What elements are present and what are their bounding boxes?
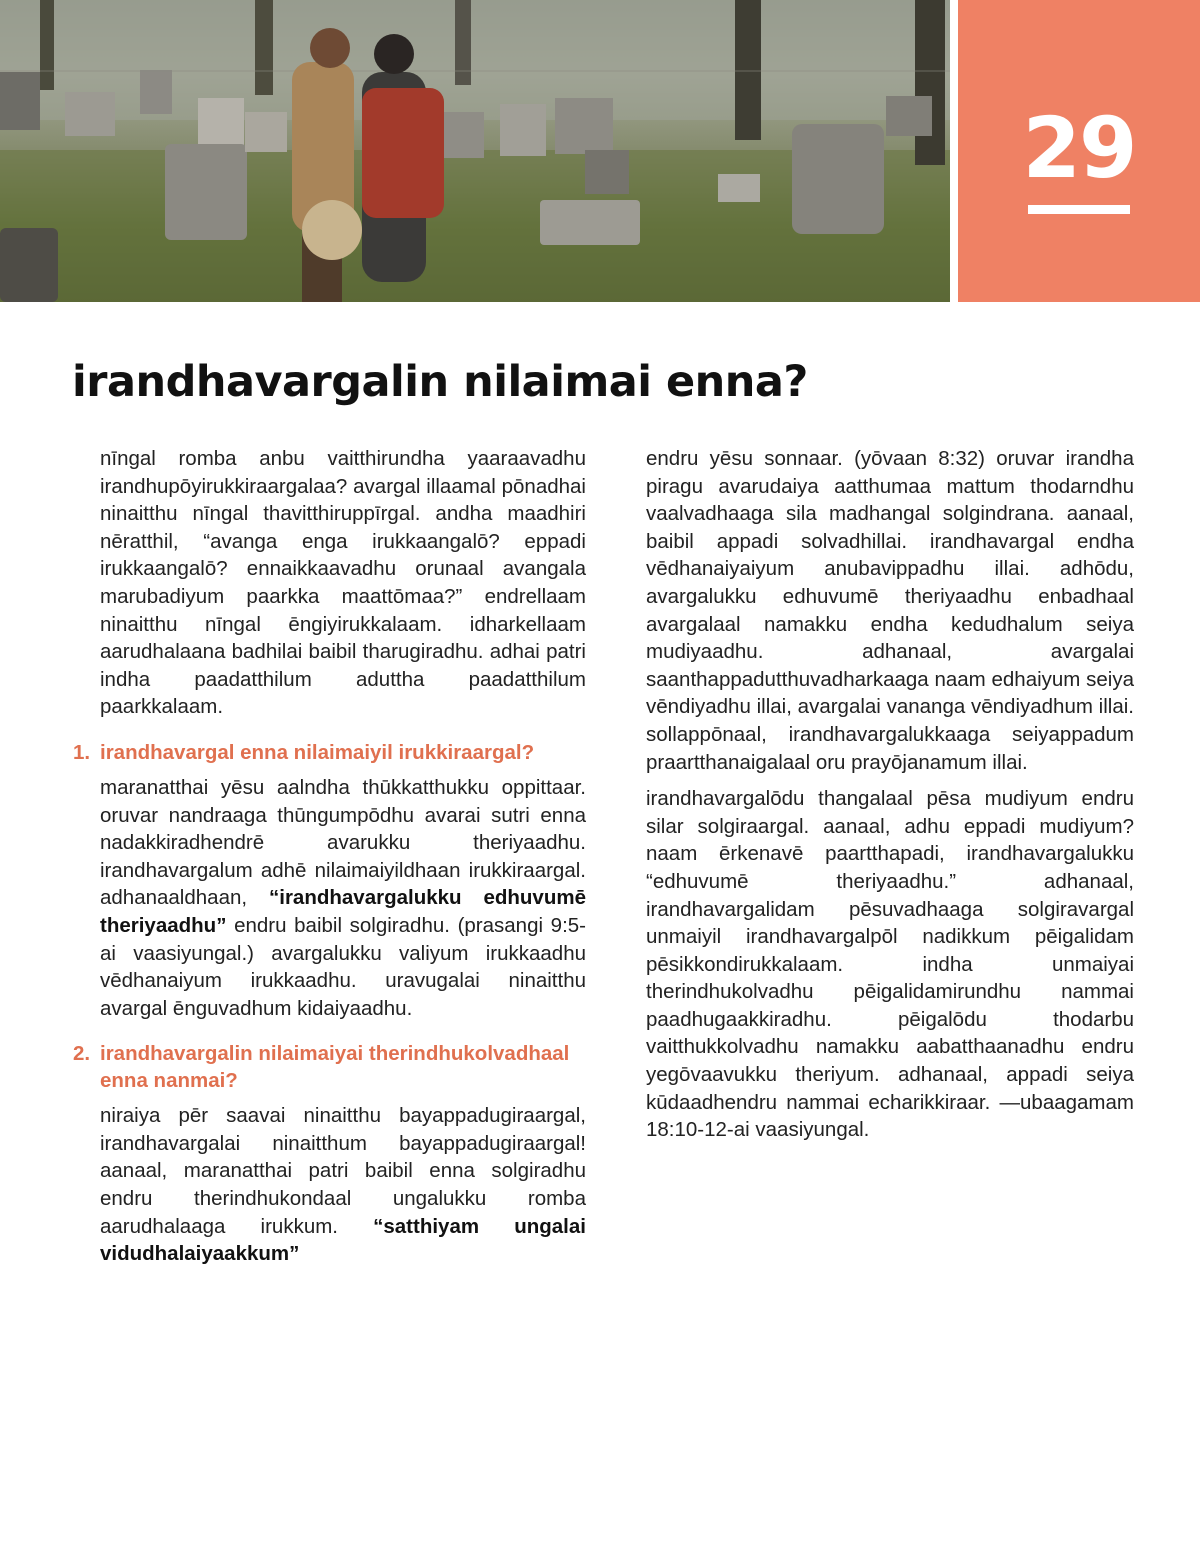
cemetery-illustration xyxy=(0,0,950,302)
left-column xyxy=(73,445,586,1277)
section-1-quote: “irandhavargalukku edhuvumē theriyaadhu” xyxy=(100,886,586,937)
section-2-paragraph-c: irandhavargalōdu thangalaal pēsa mudiyum endru silar solgiraargal. aanaal, adhu eppadi mudiyum? naam ērkenavē paartthapadi, irandhavargalukku “edhuvumē theriyaadhu.” adhanaal, irandhavargalidam pēsuvadhaaga solgiravargal unmaiyil irandhavargalpōl nadikkum pēigalidam pēsikkondirukkalaam. indha unmaiyai therindhukolvadhu pēigalidamirundhu nammai paadhugaakkiradhu. pēigalōdu thodarbu vaitthukkolvadhu namakku aabatthaanadhu endru yegōvaavukku theriyum. adhanaal, appadi seiya kūdaadhendru nammai echarikkiraar. —ubaagamam 18:10-12-ai vaasiyungal. xyxy=(646,787,1134,1142)
section-2-paragraph-b: endru yēsu sonnaar. (yōvaan 8:32) oruvar irandha piragu avarudaiya aatthumaa mattum thodarndhu vaalvadhaaga sila madhangal solgindrana. aanaal, baibil appadi solvadhillai. irandhavargal endha vēdhanaiyaiyum anubavippadhu illai. adhōdu, avargalukku edhuvumē theriyaadhu enbadhaal avargalaal namakku endha kedudhalum seiya mudiyaadhu. adhanaal, avargalai saanthappadutthuvadharkaaga naam edhaiyum seiya vēndiyadhu illai, avargalai vananga vēndiyadhum illai. sollappōnaal, irandhavargalukkaaga seiyappadum praartthanaigalaal oru prayōjanamum illai. xyxy=(646,447,1134,774)
question-1-heading xyxy=(73,739,586,766)
question-2-heading xyxy=(73,1040,586,1094)
question-2-number: 2. xyxy=(73,1042,91,1066)
question-1-number: 1. xyxy=(73,740,91,764)
right-column xyxy=(646,445,1134,1153)
section-2-paragraph-a xyxy=(100,1102,586,1268)
cemetery-photo xyxy=(0,0,950,302)
section-1-text-b: endru baibil solgiradhu. (prasangi 9:5-ai vaasiyungal.) avargalukku valiyum irukkaadhu vēdhanaiyum irukkaadhu. uravugalai ninaitthu avargal ēnguvadhum kidaiyaadhu. xyxy=(100,913,586,1020)
section-1-paragraph xyxy=(100,774,586,1022)
question-2-text: irandhavargalin nilaimaiyai therindhukolvadhaal enna nanmai? xyxy=(100,1042,570,1093)
section-1-text-a: maranatthai yēsu aalndha thūkkatthukku oppittaar. oruvar nandraaga thūngumpōdhu avarai sutri enna nadakkiradhendrē avarukku theriyaadhu. irandhavargalum adhē nilaimaiyildhaan irukkiraargal. adhanaaldhaan, xyxy=(100,775,586,910)
chapter-number: 29 xyxy=(1022,99,1136,197)
section-2-quote: “satthiyam ungalai vidudhalaiyaakkum” xyxy=(100,1214,586,1266)
chapter-underline xyxy=(1028,205,1130,214)
page-title: irandhavargalin nilaimai enna? xyxy=(72,357,808,407)
section-2-text-a: niraiya pēr saavai ninaitthu bayappadugiraargal, irandhavargalai ninaitthum bayappadugiraargal! aanaal, maranatthai patri baibil enna solgiradhu endru therindhukondaal ungalukku romba aarudhalaaga irukkum. xyxy=(100,1104,586,1238)
intro-paragraph: nīngal romba anbu vaitthirundha yaaraavadhu irandhupōyirukkiraargalaa? avargal illaamal pōnadhai ninaitthu nīngal thavitthiruppīrgal. andha maadhiri nēratthil, “avanga enga irukkaangalō? eppadi irukkaangalō? ennaikkaavadhu orunaal avangala marubadiyum paarkka maattōmaa?” endrellaam ninaitthu nīngal ēngiyirukkalaam. idharkellaam aarudhalaana badhilai baibil tharugiradhu. adhai patri indha paadatthilum aduttha paadatthilum paarkkalaam. xyxy=(100,447,586,719)
question-1-text: irandhavargal enna nilaimaiyil irukkiraargal? xyxy=(100,740,535,764)
chapter-number-box xyxy=(958,0,1200,302)
